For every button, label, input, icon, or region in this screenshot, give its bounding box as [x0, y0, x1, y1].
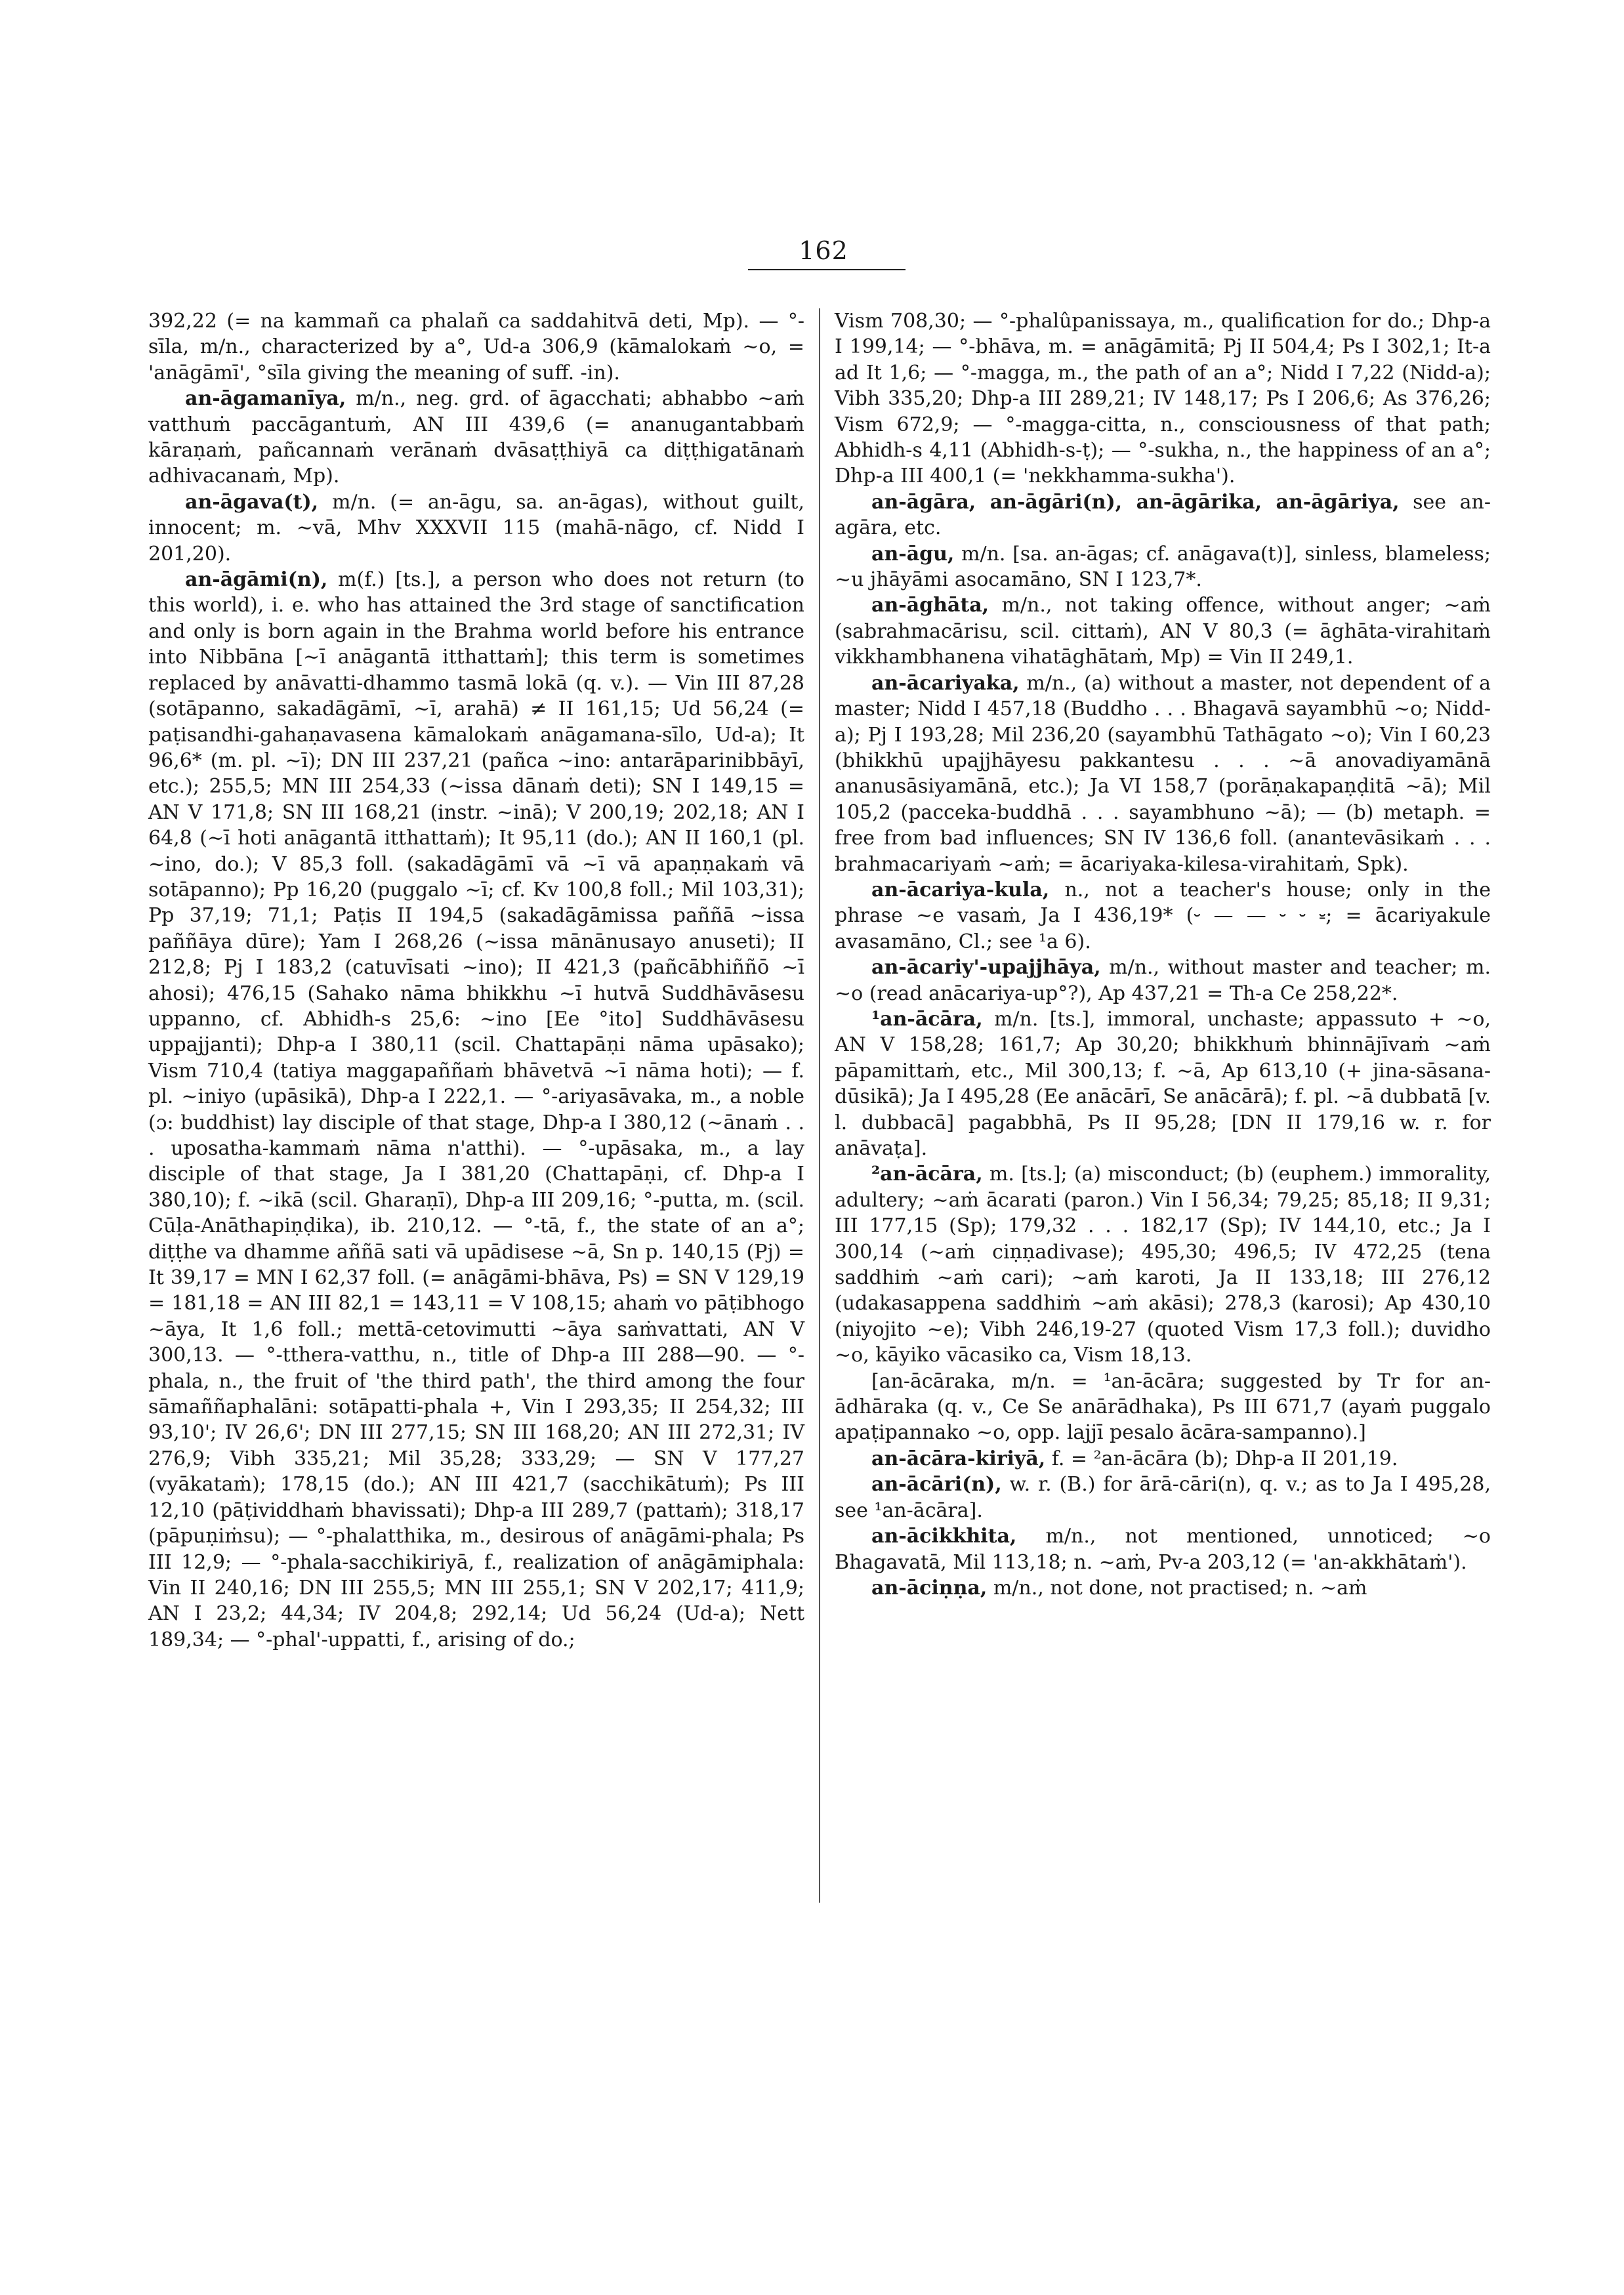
dictionary-entry — [835, 1575, 1491, 1601]
dictionary-entry — [835, 592, 1491, 670]
left-column — [148, 308, 804, 1653]
entry-headword: an-ācariyaka, — [871, 671, 1020, 695]
entry-body: 392,22 (= na kammañ ca phalañ ca saddahitvā deti, Mp). — °-sīla, m/n., characterized by a°, Ud-a 306,9 (kāmalokaṁ ~o, = 'anāgāmī', °sīla giving the meaning of suff. -in). — [148, 310, 804, 384]
entry-body: m/n., neg. grd. of āgacchati; abhabbo ~aṁ vatthuṁ paccāgantuṁ, AN III 439,6 (= ananugantabbaṁ kāraṇaṁ, pañcannaṁ verānaṁ dvāsaṭṭhiyā ca diṭṭhigatānaṁ adhivacanaṁ, Mp). — [148, 387, 804, 488]
entry-body: [an-ācāraka, m/n. = ¹an-ācāra; suggested by Tr for an-ādhāraka (q. v., Ce Se anārādhaka), Ps III 671,7 (ayaṁ puggalo apaṭipannako ~o, opp. lajjī pesalo ācāra-sampanno).] — [835, 1369, 1491, 1445]
entry-body: m/n. [ts.], immoral, unchaste; appassuto + ~o, AN V 158,28; 161,7; Ap 30,20; bhikkhuṁ bhinnājīvaṁ ~aṁ pāpamittaṁ, etc., Mil 300,13; f. ~ā, Ap 613,10 (+ jina-sāsana-dūsikā); Ja I 495,28 (Ee anācārī, Se anācārā); f. pl. ~ā dubbatā [v. l. dubbacā] pagabbhā, Ps II 95,28; [DN II 179,16 w. r. for anāvaṭa]. — [835, 1007, 1491, 1160]
entry-body: m/n., (a) without a master, not dependent of a master; Nidd I 457,18 (Buddho . . . Bhagavā sayambhū ~o; Nidd-a); Pj I 193,28; Mil 236,20 (sayambhū Tathāgato ~o); Vin I 60,23 (bhikkhū upajjhāyesu pakkantesu . . . ~ā anovadiyamānā ananusāsiyamānā, etc.); Ja VI 158,7 (porāṇakapaṇḍitā ~ā); Mil 105,2 (pacceka-buddhā . . . sayambhuno ~ā); — (b) metaph. = free from bad influences; SN IV 136,6 foll. (anantevāsikaṁ . . . brahmacariyaṁ ~aṁ; = ācariyaka-kilesa-virahitaṁ, Spk). — [835, 671, 1491, 876]
dictionary-entry — [835, 955, 1491, 1006]
entry-body: m/n., not mentioned, unnoticed; ~o Bhagavatā, Mil 113,18; n. ~aṁ, Pv-a 203,12 (= 'an-akkhātaṁ'). — [835, 1525, 1491, 1574]
dictionary-entry — [835, 541, 1491, 593]
entry-headword: an-āgu, — [871, 542, 955, 566]
entry-body: see an-agāra, etc. — [835, 490, 1491, 540]
entry-headword: an-āciṇṇa, — [871, 1576, 988, 1600]
entry-body: m/n. [sa. an-āgas; cf. anāgava(t)], sinless, blameless; ~u jhāyāmi asocamāno, SN I 123,7*. — [835, 542, 1491, 592]
entry-headword: an-ācariya-kula, — [871, 878, 1050, 901]
entry-body: m/n. (= an-āgu, sa. an-āgas), without guilt, innocent; m. ~vā, Mhv XXXVII 115 (mahā-nāgo, cf. Nidd I 201,20). — [148, 490, 804, 566]
entry-body: m. [ts.]; (a) misconduct; (b) (euphem.) immorality, adultery; ~aṁ ācarati (paron.) Vin I 56,34; 79,25; 85,18; II 9,31; III 177,15 (Sp); 179,32 . . . 182,17 (Sp); IV 144,10, etc.; Ja I 300,14 (~aṁ ciṇṇadivase); 495,30; 496,5; IV 472,25 (tena saddhiṁ ~aṁ cari); ~aṁ karoti, Ja II 133,18; III 276,12 (udakasappena saddhiṁ ~aṁ akāsi); 278,3 (karosi); Ap 430,10 (niyojito ~e); Vibh 246,19-27 (quoted Vism 17,3 foll.); duvidho ~o, kāyiko vācasiko ca, Vism 18,13. — [835, 1163, 1491, 1367]
entry-headword: an-āgāmi(n), — [185, 568, 328, 592]
entry-body: Vism 708,30; — °-phalûpanissaya, m., qualification for do.; Dhp-a I 199,14; — °-bhāva, m. = anāgāmitā; Pj II 504,4; Ps I 302,1; It-a ad It 1,6; — °-magga, m., the path of an a°; Nidd I 7,22 (Nidd-a); Vibh 335,20; Dhp-a III 289,21; IV 148,17; Ps I 206,6; As 376,26; Vism 672,9; — °-magga-citta, n., consciousness of that path; Abhidh-s 4,11 (Abhidh-s-ṭ); — °-sukha, n., the happiness of an a°; Dhp-a III 400,1 (= 'nekkhamma-sukha'). — [835, 310, 1491, 488]
dictionary-entry — [835, 489, 1491, 541]
entry-headword: an-ācikkhita, — [871, 1525, 1017, 1548]
entry-body: f. = ²an-ācāra (b); Dhp-a II 201,19. — [1051, 1447, 1398, 1470]
right-column — [835, 308, 1491, 1601]
dictionary-entry — [835, 1369, 1491, 1446]
entry-headword: an-ācāra-kiriyā, — [871, 1447, 1046, 1470]
entry-headword: an-ācariy'-upajjhāya, — [871, 956, 1101, 980]
entry-body: m/n., without master and teacher; m. ~o (read anācariya-up°?), Ap 437,21 = Th-a Ce 258,22*. — [835, 956, 1491, 1005]
dictionary-entry — [835, 1446, 1491, 1472]
dictionary-entry — [835, 877, 1491, 955]
dictionary-entry — [835, 671, 1491, 877]
entry-headword: an-ācāri(n), — [871, 1473, 1002, 1497]
page-number-rule — [748, 269, 906, 270]
dictionary-entry — [835, 1161, 1491, 1368]
entry-headword: ¹an-ācāra, — [871, 1007, 983, 1031]
column-divider — [819, 308, 820, 1903]
entry-headword: an-āghāta, — [871, 594, 989, 617]
dictionary-entry — [148, 567, 804, 1653]
dictionary-entry — [835, 1523, 1491, 1575]
entry-body: m(f.) [ts.], a person who does not return (to this world), i. e. who has attained the 3rd stage of sanctification and only is born again in the Brahma world before his entrance into Nibbāna [~ī anāgantā itthattaṁ]; this term is sometimes replaced by anāvatti-dhammo tasmā lokā (q. v.). — Vin III 87,28 (sotāpanno, sakadāgāmī, ~ī, arahā) ≠ II 161,15; Ud 56,24 (= paṭisandhi-gahaṇavasena kāmalokaṁ anāgamana-sīlo, Ud-a); It 96,6* (m. pl. ~ī); DN III 237,21 (pañca ~ino: antarāparinibbāyī, etc.); 255,5; MN III 254,33 (~issa dānaṁ deti); SN I 149,15 = AN V 171,8; SN III 168,21 (instr. ~inā); V 200,19; 202,18; AN I 64,8 (~ī hoti anāgantā itthattaṁ); It 95,11 (do.); AN II 160,1 (pl. ~ino, do.); V 85,3 foll. (sakadāgāmī vā ~ī vā apaṇṇakaṁ vā sotāpanno); Pp 16,20 (puggalo ~ī; cf. Kv 100,8 foll.; Mil 103,31); Pp 37,19; 71,1; Paṭis II 194,5 (sakadāgāmissa paññā ~issa paññāya dūre); Yam I 268,26 (~issa mānānusayo anuseti); II 212,8; Pj I 183,2 (catuvīsati ~ino); II 421,3 (pañcābhiññō ~ī ahosi); 476,15 (Sahako nāma bhikkhu ~ī hutvā Suddhāvāsesu uppanno, cf. Abhidh-s 25,6: ~ino [Ee °ito] Suddhāvāsesu uppajjanti); Dhp-a I 380,11 (scil. Chattapāṇi nāma upāsako); Vism 710,4 (tatiya maggapaññaṁ bhāvetvā ~ī nāma hoti); — f. pl. ~iniyo (upāsikā), Dhp-a I 222,1. — °-ariyasāvaka, m., a noble (ɔ: buddhist) lay disciple of that stage, Dhp-a I 380,12 (~ānaṁ . . . uposatha-kammaṁ nāma n'atthi). — °-upāsaka, m., a lay disciple of that stage, Ja I 381,20 (Chattapāṇi, cf. Dhp-a I 380,10); f. ~ikā (scil. Gharaṇī), Dhp-a III 209,16; °-putta, m. (scil. Cūḷa-Anāthapiṇḍika), ib. 210,12. — °-tā, f., the state of an a°; diṭṭhe va dhamme aññā sati vā upādisese ~ā, Sn p. 140,15 (Pj) = It 39,17 = MN I 62,37 foll. (= anāgāmi-bhāva, Ps) = SN V 129,19 = 181,18 = AN III 82,1 = 143,11 = V 108,15; ahaṁ vo pāṭibhogo ~āya, It 1,6 foll.; mettā-cetovimutti ~āya saṁvattati, AN V 300,13. — °-tthera-vatthu, n., title of Dhp-a III 288—90. — °-phala, n., the fruit of 'the third path', the third among the four sāmaññaphalāni: sotāpatti-phala +, Vin I 293,35; II 254,32; III 93,10'; IV 26,6'; DN III 277,15; SN III 168,20; AN III 272,31; IV 276,9; Vibh 335,21; Mil 35,28; 333,29; — SN V 177,27 (vyākataṁ); 178,15 (do.); AN III 421,7 (sacchikātuṁ); Ps III 12,10 (pāṭividdhaṁ bhavissati); Dhp-a III 289,7 (pattaṁ); 318,17 (pāpuṇiṁsu); — °-phalatthika, m., desirous of anāgāmi-phala; Ps III 12,9; — °-phala-sacchikiriyā, f., realization of anāgāmiphala: Vin II 240,16; DN III 255,5; MN III 255,1; SN V 202,17; 411,9; AN I 23,2; 44,34; IV 204,8; 292,14; Ud 56,24 (Ud-a); Nett 189,34; — °-phal'-uppatti, f., arising of do.; — [148, 568, 804, 1651]
entry-headword: an-āgāra, an-āgāri(n), an-āgārika, an-āgāriya, — [871, 490, 1400, 514]
dictionary-entry — [835, 1472, 1491, 1523]
entry-body: n., not a teacher's house; only in the phrase ~e vasaṁ, Ja I 436,19* (⏑ — — ⏑ ⏑ ⏓; = ācariyakule avasamāno, Cl.; see ¹a 6). — [835, 878, 1491, 953]
entry-headword: an-āgava(t), — [185, 490, 319, 514]
entry-body: m/n., not done, not practised; n. ~aṁ — [993, 1576, 1367, 1600]
dictionary-entry — [835, 308, 1491, 489]
dictionary-entry — [148, 489, 804, 567]
entry-body: w. r. (B.) for ārā-cāri(n), q. v.; as to Ja I 495,28, see ¹an-ācāra]. — [835, 1473, 1491, 1522]
entry-body: m/n., not taking offence, without anger; ~aṁ (sabrahmacārisu, scil. cittaṁ), AN V 80,3 (= āghāta-virahitaṁ vikkhambhanena vihatāghātaṁ, Mp) = Vin II 249,1. — [835, 594, 1491, 669]
entry-headword: ²an-ācāra, — [871, 1163, 983, 1186]
dictionary-entry — [835, 1006, 1491, 1161]
dictionary-entry — [148, 386, 804, 489]
entry-headword: an-āgamanīya, — [185, 387, 346, 411]
dictionary-entry — [148, 308, 804, 386]
page-number: 162 — [799, 236, 848, 265]
